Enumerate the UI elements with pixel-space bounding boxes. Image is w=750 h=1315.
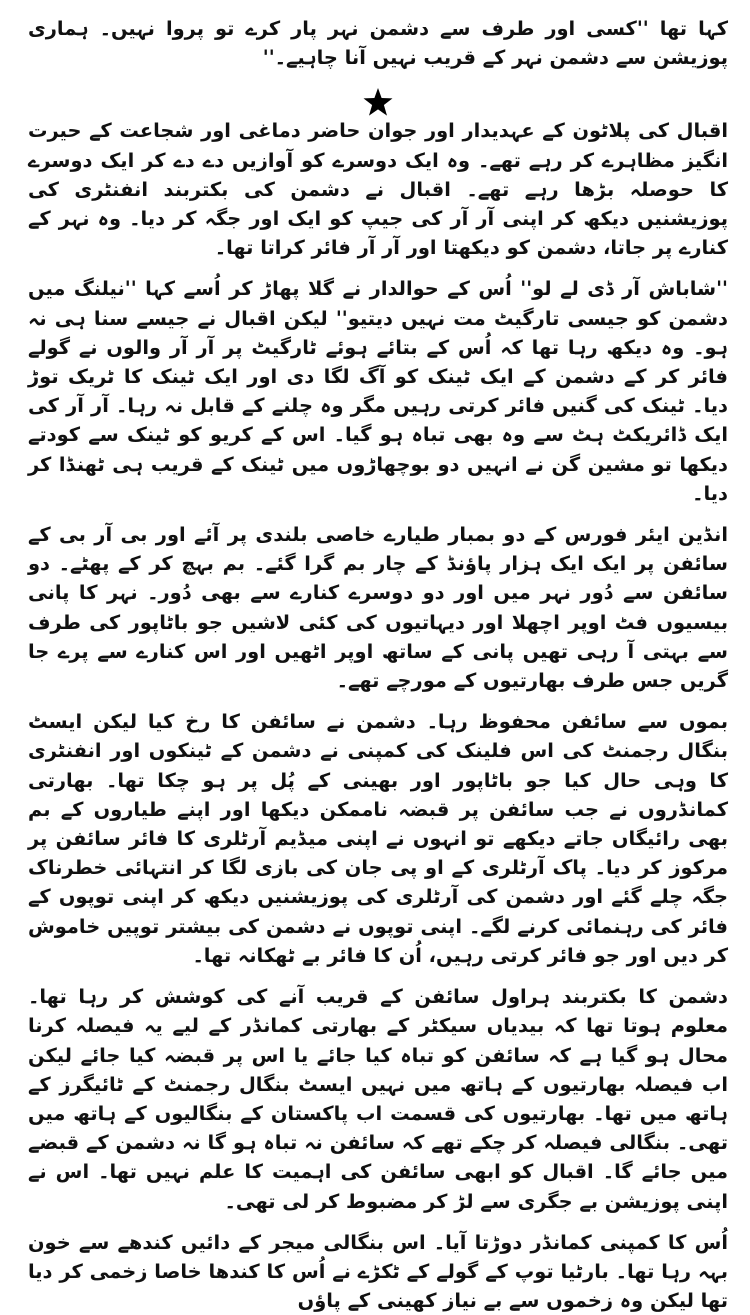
paragraph-1: کہا تھا ''کسی اور طرف سے دشمن نہر پار کرے تو پروا نہیں۔ ہماری پوزیشن سے دشمن نہر کے قریب نہیں آنا چاہیے۔'': [28, 17, 728, 70]
section-break: [28, 72, 728, 116]
paragraph-7: اُس کا کمپنی کمانڈر دوڑتا آیا۔ اس بنگالی میجر کے دائیں کندھے سے خون بہہ رہا تھا۔ بارٹیا توپ کے گولے کے ٹکڑے نے اُس کا کندھا خاصا زخمی کر دیا تھا لیکن وہ زخموں سے بے نیاز کھینی کے پاؤں: [28, 1230, 728, 1313]
paragraph-2: اقبال کی پلاٹون کے عہدیدار اور جوان حاضر دماغی اور شجاعت کے حیرت انگیز مظاہرے کر رہے تھے۔ وہ ایک دوسرے کو آوازیں دے دے کر ایک دوسرے کا حوصلہ بڑھا رہے تھے۔ اقبال نے دشمن کی بکتربند انفنٹری کی پوزیشنیں دیکھ کر اپنی آر آر کی جیپ کو ایک اور جگہ کر دیا۔ وہ نہر کے کنارے پر جاتا، دشمن کو دیکھتا اور آر آر فائر کراتا تھا۔: [28, 119, 728, 260]
paragraph-5: بموں سے سائفن محفوظ رہا۔ دشمن نے سائفن کا رخ کیا لیکن ایسٹ بنگال رجمنٹ کی اس فلینک کی کمپنی نے دشمن کے ٹینکوں اور انفنٹری کا وہی حال کیا جو باٹاپور اور بھینی کے پُل پر ہو چکا تھا۔ بھارتی کمانڈروں نے جب سائفن پر قبضہ ناممکن دیکھا اور اپنے طیاروں کے بم بھی رائیگاں جاتے دیکھے تو انہوں نے اپنی میڈیم آرٹلری کا فائر سائفن پر مرکوز کر دیا۔ پاک آرٹلری کے او پی جان کی بازی لگا کر انتہائی خطرناک جگہ چلے گئے اور دشمن کی آرٹلری کی پوزیشنیں دیکھ کر اپنی توپوں کے فائر کی رہنمائی کرنے لگے۔ اپنی توپوں نے دشمن کی بیشتر توپیں خاموش کر دیں اور جو فائر کرتی رہیں، اُن کا فائر بے ٹھکانہ تھا۔: [28, 710, 728, 967]
paragraph-3: ''شاباش آر ڈی لے لو'' اُس کے حوالدار نے گلا پھاڑ کر اُسے کہا ''نیلنگ میں دشمن کو جیسی تارگیٹ مت نہیں دیتیو'' لیکن اقبال نے جیسے سنا ہی نہ ہو۔ وہ دیکھ رہا تھا کہ اُس کے بتائے ہوئے ٹارگیٹ پر آر آر والوں نے گولے فائر کر کے دشمن کے ایک ٹینک کو آگ لگا دی اور ایک ٹینک کا ٹریک توڑ دیا۔ ٹینک کی گنیں فائر کرتی رہیں مگر وہ چلنے کے قابل نہ رہا۔ آر آر کی ایک ڈائریکٹ ہٹ سے وہ بھی تباہ ہو گیا۔ اس کے کریو کو ٹینک سے کودتے دیکھا تو مشین گن نے انہیں دو بوچھاڑوں میں ٹینک کے قریب ہی ٹھنڈا کر دیا۔: [28, 277, 728, 505]
paragraph-4: انڈین ایئر فورس کے دو بمبار طیارے خاصی بلندی پر آئے اور بی آر بی کے سائفن پر ایک ایک ہزار پاؤنڈ کے چار بم گرا گئے۔ بم بہچ کر کے پھٹے۔ دو سائفن سے دُور نہر میں اور دو دوسرے کنارے سے بھی دُور۔ نہر کا پانی بیسیوں فٹ اوپر اچھلا اور دیہاتیوں کی کئی لاشیں جو باٹاپور کی طرف سے بہتی آ رہی تھیں پانی کے ساتھ اوپر اٹھیں اور اس کنارے سے پرے جا گریں جس طرف بھارتیوں کے مورچے تھے۔: [28, 523, 728, 693]
paragraph-6: دشمن کا بکتربند ہراول سائفن کے قریب آنے کی کوشش کر رہا تھا۔ معلوم ہوتا تھا کہ بیدیاں سیکٹر کے بھارتی کمانڈر کے لیے یہ فیصلہ کرنا محال ہو گیا ہے کہ سائفن کو تباہ کیا جائے یا اس پر قبضہ کیا جائے لیکن اب فیصلہ بھارتیوں کے ہاتھ میں نہیں ایسٹ بنگال رجمنٹ کے ٹائیگرز کے ہاتھ میں تھا۔ بھارتیوں کی قسمت اب پاکستان کے بنگالیوں کے ہاتھ میں تھی۔ بنگالی فیصلہ کر چکے تھے کہ سائفن نہ تباہ ہو گا نہ دشمن کے قبضے میں جائے گا۔ اقبال کو ابھی سائفن کی اہمیت کا علم نہیں تھا۔ اس نے اپنی پوزیشن بے جگری سے لڑ کر مضبوط کر لی تھی۔: [28, 985, 728, 1213]
book-page: [28, 14, 728, 1313]
star-icon: [363, 88, 393, 116]
